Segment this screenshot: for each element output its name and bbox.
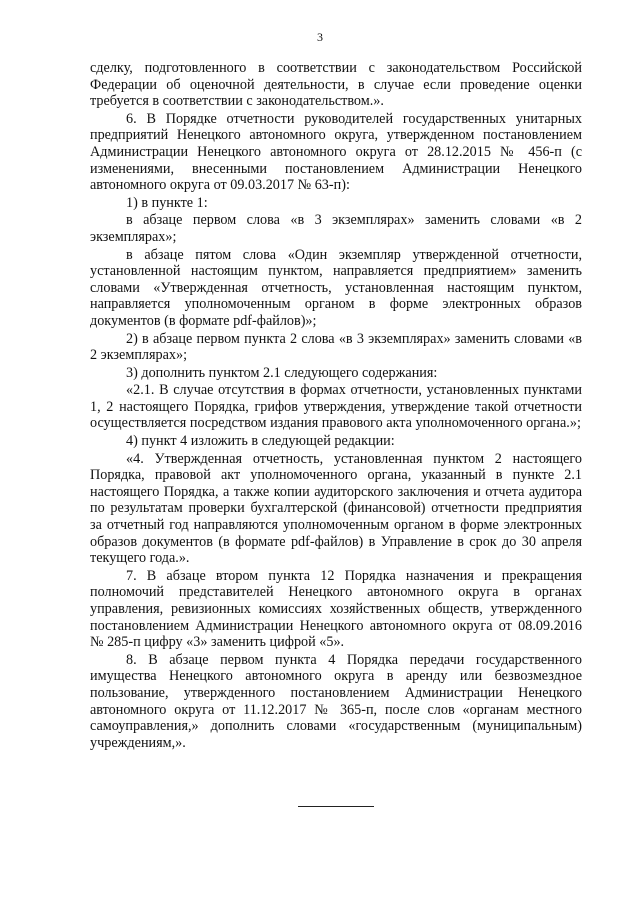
paragraph-item-6-3: 3) дополнить пунктом 2.1 следующего содержания: [126,364,438,381]
paragraph-item-6-2: 2) в абзаце первом пункта 2 слова «в 3 экземплярах» заменить словами «в 2 экземплярах»; [90,330,582,364]
page-number: 3 [317,30,323,44]
paragraph-item-6-3-quote: «2.1. В случае отсутствия в формах отчетности, установленных пунктами 1, 2 настоящего Порядка, грифов утверждения, утверждение такой отчетности осуществляется посредством издания правового акта уполномоченного органа.»; [90,382,582,432]
paragraph-item-6-1-first: в абзаце первом слова «в 3 экземплярах» заменить словами «в 2 экземплярах»; [90,212,582,245]
paragraph-continuation: сделку, подготовленного в соответствии с законодательством Российской Федерации об оценочной деятельности, в случае если проведение оценки требуется в соответствии с законодательством.». [90,60,582,110]
document-body [90,60,582,751]
paragraph-item-8: 8. В абзаце первом пункта 4 Порядка передачи государственного имущества Ненецкого автономного округа в аренду или безвозмездное пользование, утвержденного постановлением Администрации Ненецкого автономного округа от 11.12.2017 № 365-п, после слов «органам местного самоуправления,» дополнить словами «государственным (муниципальным) учреждениям,». [90,651,582,751]
paragraph-item-6-1-fifth: в абзаце пятом слова «Один экземпляр утвержденной отчетности, установленной настоящим пунктом, направляется предприятием» заменить словами «Утвержденная отчетность, установленная настоящим пунктом, направляется уполномоченным органом в форме электронных образов документов (в формате pdf-файлов)»; [90,246,582,329]
paragraph-item-6-1: 1) в пункте 1: [126,194,208,211]
paragraph-item-7: 7. В абзаце втором пункта 12 Порядка назначения и прекращения полномочий представителей Ненецкого автономного округа в органах управления, ревизионных комиссиях хозяйственных обществ, утвержденного постановлением Администрации Ненецкого автономного округа от 08.09.2016 № 285-п цифру «3» заменить цифрой «5». [90,567,582,651]
paragraph-item-6-4: 4) пункт 4 изложить в следующей редакции: [126,433,395,450]
paragraph-item-6: 6. В Порядке отчетности руководителей государственных унитарных предприятий Ненецкого автономного округа, утвержденном постановлением Администрации Ненецкого автономного округа от 28.12.2015 № 456-п (с изменениями, внесенными постановлением Администрации Ненецкого автономного округа от 09.03.2017 № 63-п): [90,110,582,194]
end-of-document-rule [298,806,374,807]
paragraph-item-6-4-quote: «4. Утвержденная отчетность, установленная пунктом 2 настоящего Порядка, правовой акт уполномоченного органа, указанный в пункте 2.1 настоящего Порядка, а также копии аудиторского заключения и отчета аудитора по результатам проверки бухгалтерской (финансовой) отчетности предприятия за отчетный год направляются уполномоченным органом в форме электронных образов документов (в формате pdf-файлов) в Управление в срок до 30 апреля текущего года.». [90,450,582,567]
